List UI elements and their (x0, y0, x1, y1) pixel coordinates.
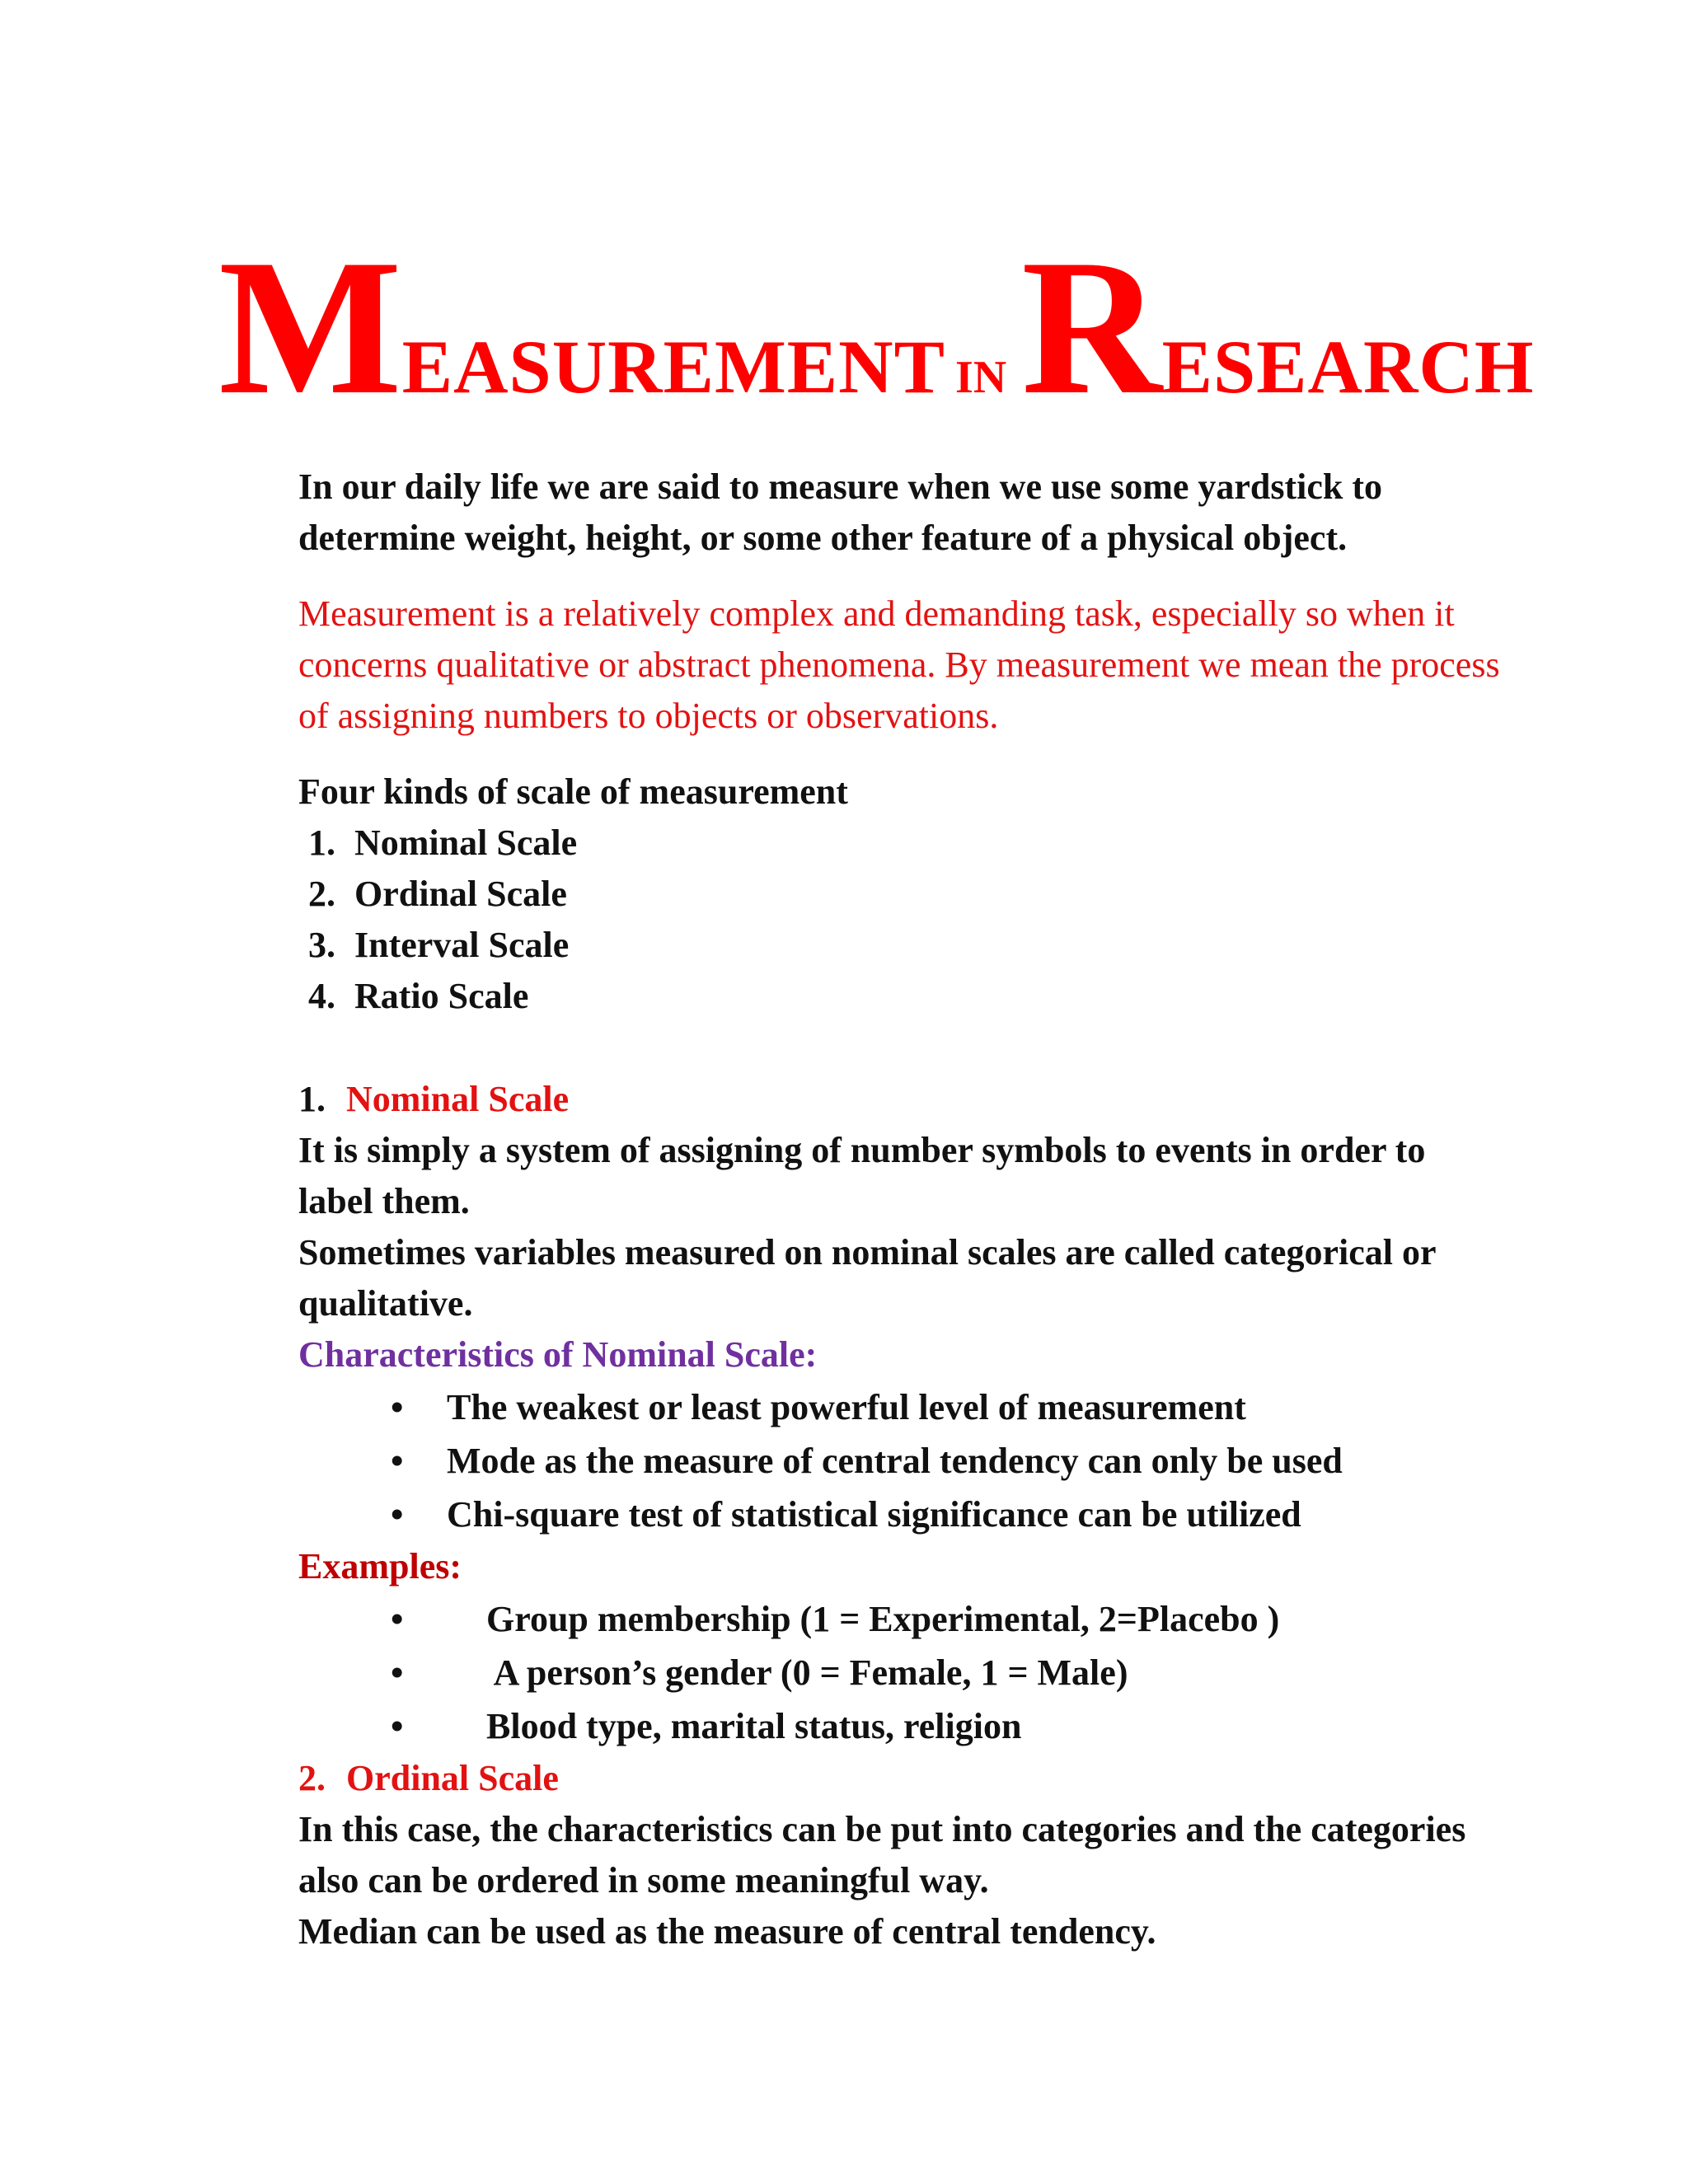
scale-item-number: 4. (308, 976, 335, 1016)
bullet-icon: • (391, 1441, 404, 1481)
list-item: • Chi-square test of statistical significance can be utilized (298, 1488, 1502, 1541)
list-item: • A person’s gender (0 = Female, 1 = Male) (298, 1646, 1502, 1699)
scale-item (298, 971, 1502, 1022)
scale-item-label: Nominal Scale (354, 823, 578, 863)
ordinal-scale-heading (298, 1753, 1502, 1804)
nominal-scale-heading (298, 1074, 1502, 1125)
bullet-icon: • (391, 1387, 404, 1427)
section-number: 1. (298, 1079, 326, 1119)
characteristics-list (298, 1380, 1502, 1541)
scale-item-label: Ordinal Scale (354, 874, 567, 914)
section-label: Nominal Scale (346, 1079, 570, 1119)
ordinal-note: Median can be used as the measure of central tendency. (298, 1911, 1156, 1952)
list-item: • Blood type, marital status, religion (298, 1699, 1502, 1753)
title-first-word: EASUREMENT (401, 325, 945, 409)
title-second-word: ESEARCH (1161, 325, 1535, 409)
bullet-icon: • (391, 1652, 404, 1693)
list-item: • Group membership (1 = Experimental, 2=Placebo ) (298, 1592, 1502, 1646)
page-title (218, 220, 1535, 435)
section-label: Ordinal Scale (346, 1758, 559, 1798)
characteristics-heading: Characteristics of Nominal Scale: (298, 1334, 818, 1375)
bullet-icon: • (391, 1599, 404, 1639)
scale-item-number: 1. (308, 823, 335, 863)
document-body (298, 462, 1502, 1957)
scale-item-label: Interval Scale (354, 925, 570, 965)
nominal-definition: It is simply a system of assigning of number symbols to events in order to label them. (298, 1130, 1426, 1221)
title-second-capital: R (1021, 220, 1162, 435)
list-item: • The weakest or least powerful level of measurement (298, 1380, 1502, 1434)
title-connector: IN (954, 352, 1007, 403)
title-first-capital: M (218, 220, 402, 435)
scale-item-label: Ratio Scale (354, 976, 529, 1016)
scale-item (298, 818, 1502, 869)
scale-item (298, 869, 1502, 920)
examples-heading: Examples: (298, 1546, 462, 1586)
scale-item-number: 2. (308, 874, 335, 914)
intro-paragraph: In our daily life we are said to measure when we use some yardstick to determine weight, height, or some other feature of a physical object. (298, 466, 1383, 558)
section-number: 2. (298, 1758, 326, 1798)
ordinal-definition: In this case, the characteristics can be put into categories and the categories also can be ordered in some meaningful way. (298, 1809, 1466, 1900)
scales-heading: Four kinds of scale of measurement (298, 771, 848, 812)
bullet-icon: • (391, 1494, 404, 1535)
definition-paragraph: Measurement is a relatively complex and demanding task, especially so when it concerns qualitative or abstract phenomena. By measurement we mean the process of assigning numbers to objects or observations. (298, 593, 1500, 736)
scale-item (298, 920, 1502, 971)
bullet-icon: • (391, 1706, 404, 1746)
scales-list (298, 818, 1502, 1022)
nominal-note: Sometimes variables measured on nominal scales are called categorical or qualitative. (298, 1232, 1436, 1324)
examples-list (298, 1592, 1502, 1753)
scale-item-number: 3. (308, 925, 335, 965)
list-item: • Mode as the measure of central tendency can only be used (298, 1434, 1502, 1488)
